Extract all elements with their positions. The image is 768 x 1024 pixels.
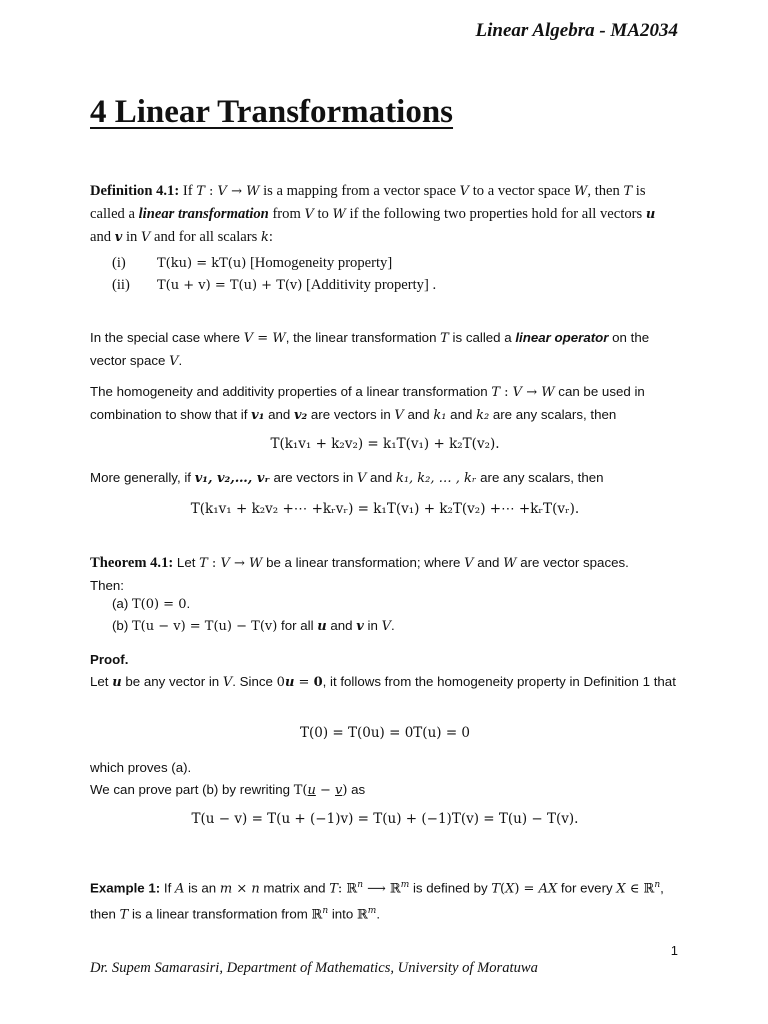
chapter-title: 4 Linear Transformations <box>90 94 454 130</box>
definition-term: linear transformation <box>138 206 269 222</box>
theorem-part-a: (a) T(0) = 0. <box>112 596 191 612</box>
example-paragraph: Example 1: If A is an m × n matrix and T: ℝ$^n$ ⟶ ℝ$^m$ is defined by T(X) = AX for every X ∈ ℝ$^n$, then T is a linear transformation from ℝ$^n$ into ℝ$^m$. <box>90 880 664 923</box>
general-equation: T(k₁v₁ + k₂v₂ +⋯ +kᵣvᵣ) = k₁T(v₁) + k₂T(v₂) +⋯ +kᵣT(vᵣ). <box>190 501 580 517</box>
proof-paragraph: Proof. Let u be any vector in V. Since 0u = 0, it follows from the homogeneity property in Definition 1 that <box>90 652 676 690</box>
proof-label: Proof. <box>90 652 129 667</box>
course-header: Linear Algebra - MA2034 <box>475 20 678 41</box>
example-label: Example 1: <box>90 880 161 896</box>
combination-paragraph: The homogeneity and additivity properties of a linear transformation T : V → W can be used in combination to show that if v₁ and v₂ are vectors in V and k₁ and k₂ are any scalars, then <box>90 384 645 423</box>
operator-paragraph: In the special case where V = W, the linear transformation T is called a linear operator on the vector space V. <box>90 330 650 369</box>
proof-continuation: which proves (a). We can prove part (b) by rewriting T(u − v) as <box>90 760 366 798</box>
proof-equation-2: T(u − v) = T(u + (−1)v) = T(u) + (−1)T(v) = T(u) − T(v). <box>191 811 579 827</box>
theorem-paragraph: Theorem 4.1: Let T : V → W be a linear transformation; where V and W are vector spaces. Then: <box>90 555 629 593</box>
theorem-part-b: (b) T(u − v) = T(u) − T(v) for all u and v in V. <box>112 618 395 634</box>
footer-author: Dr. Supem Samarasiri, Department of Mathematics, University of Moratuwa <box>90 960 538 976</box>
operator-term: linear operator <box>515 330 609 345</box>
definition-label: Definition 4.1: <box>90 183 180 199</box>
general-paragraph: More generally, if v₁, v₂,…, vᵣ are vectors in V and k₁, k₂, … , kᵣ are any scalars, then <box>90 470 604 486</box>
theorem-label: Theorem 4.1: <box>90 555 174 571</box>
definition-item-i: (i) T(ku) = kT(u) [Homogeneity property] <box>112 255 393 271</box>
definition-paragraph: Definition 4.1: If T : V → W is a mapping from a vector space V to a vector space W, then T is called a linear transformation from V to W if the following two properties hold for all vectors u and v in V and for all scalars k: <box>90 183 656 245</box>
page-number: 1 <box>670 943 678 958</box>
definition-item-ii: (ii) T(u + v) = T(u) + T(v) [Additivity property] . <box>112 277 437 293</box>
proof-equation-1: T(0) = T(0u) = 0T(u) = 0 <box>299 725 471 741</box>
combination-equation: T(k₁v₁ + k₂v₂) = k₁T(v₁) + k₂T(v₂). <box>270 436 500 452</box>
